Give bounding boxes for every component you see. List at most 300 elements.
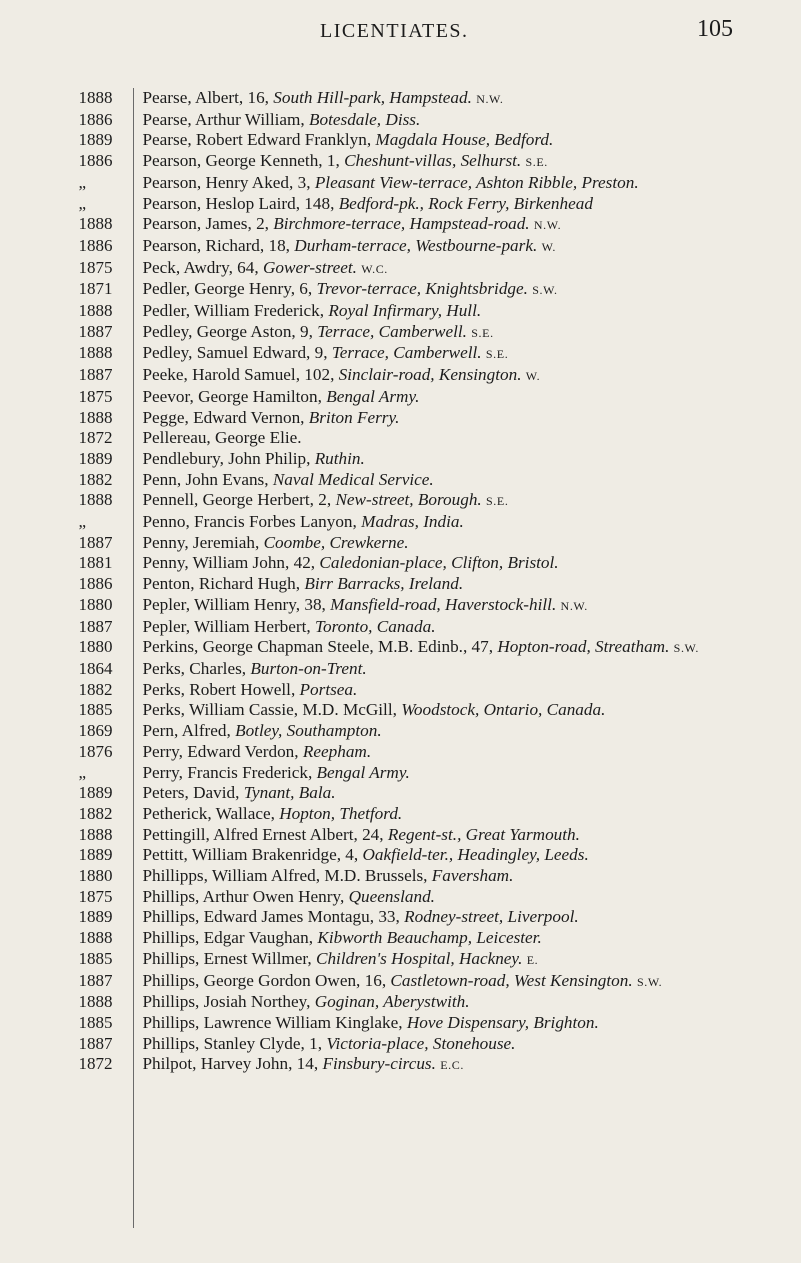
entry-year-text: 1888 [78,490,113,510]
entry-address: Reepham. [302,741,372,761]
entry-address: Botley, Southampton. [235,721,382,741]
entry-year-text: 1885 [78,948,113,968]
entry-year [0,825,122,846]
entry-name: Penny, Jeremiah, [142,532,264,552]
entry-text [142,659,801,680]
entry-text [142,928,801,949]
list-item [0,574,801,595]
entry-year [0,783,122,804]
list-item [0,130,801,151]
entry-district: E. [526,952,539,967]
entry-year-text: 1882 [78,679,113,699]
entry-address: Terrace, Camberwell. [317,321,467,341]
entry-year-text: 1888 [78,992,113,1012]
entry-text [142,804,801,825]
entry-year-text: 1888 [78,301,113,321]
list-item [0,408,801,429]
entry-name: Perks, Charles, [142,658,251,678]
entry-address: Royal Infirmary, Hull. [328,301,482,321]
entry-address: Goginan, Aberystwith. [314,992,470,1012]
entry-year [0,365,122,386]
entry-name: Pellereau, George Elie. [142,428,302,448]
list-item [0,1013,801,1034]
list-item [0,343,801,365]
entry-name: Peck, Awdry, 64, [142,257,263,277]
entry-year [0,553,122,574]
entry-year-text: 1882 [78,469,113,489]
entry-name: Pedler, William Frederick, [142,301,329,321]
entry-text [142,194,801,215]
entry-address: Pleasant View-terrace, Ashton Ribble, Preston. [314,172,639,192]
entry-name: Philpot, Harvey John, 14, [142,1054,323,1074]
entry-name: Penno, Francis Forbes Lanyon, [142,512,362,532]
entry-name: Pedley, Samuel Edward, 9, [142,343,332,363]
list-item [0,279,801,301]
entry-district: S.E. [485,347,509,362]
entry-year [0,1013,122,1034]
entry-year [0,804,122,825]
list-item [0,449,801,470]
list-item [0,907,801,928]
entry-text [142,428,801,449]
entry-year [0,742,122,763]
entry-year [0,322,122,343]
entry-year [0,907,122,928]
entry-year [0,763,122,784]
entry-text [142,825,801,846]
entry-year [0,258,122,279]
entry-text [142,258,801,280]
list-item [0,680,801,701]
entry-year-text: 1885 [78,1012,113,1032]
list-item [0,992,801,1013]
entry-year-text: 1887 [78,365,113,385]
entry-year [0,971,122,992]
licentiate-list [0,88,801,1076]
entry-name: Pennell, George Herbert, 2, [142,490,336,510]
entry-text [142,533,801,554]
list-item [0,700,801,721]
entry-year-text: 1888 [78,407,113,427]
entry-name: Peters, David, [142,783,244,803]
entry-district: S.E. [486,494,509,509]
entry-year-text: 1886 [78,235,113,255]
entry-year [0,1034,122,1055]
entry-year [0,928,122,949]
entry-address: Botesdale, Diss. [309,109,421,129]
entry-address: Coombe, Crewkerne. [263,532,409,552]
running-title: LICENTIATES. [320,20,469,42]
entry-text [142,783,801,804]
entry-year [0,214,122,235]
entry-year-text: 1885 [78,700,113,720]
entry-text [142,1034,801,1055]
entry-name: Perry, Edward Verdon, [142,741,303,761]
entry-address: South Hill-park, Hampstead. [273,88,472,107]
entry-district: N.W. [476,92,504,106]
list-item [0,470,801,491]
entry-year-text: 1864 [78,658,113,678]
entry-year [0,194,122,215]
entry-name: Pegge, Edward Vernon, [142,407,309,427]
entry-district: S.E. [471,325,494,340]
list-item [0,387,801,408]
entry-name: Pettingill, Alfred Ernest Albert, 24, [142,824,388,844]
entry-name: Penton, Richard Hugh, [142,574,305,594]
list-item [0,825,801,846]
entry-address: Bengal Army. [316,762,410,782]
entry-year-text: 1889 [78,448,113,468]
list-item [0,845,801,866]
entry-year-text: 1888 [78,88,113,107]
entry-year-text: 1889 [78,907,113,927]
list-item [0,1054,801,1076]
list-item [0,258,801,280]
entry-name: Perks, William Cassie, M.D. McGill, [142,700,402,720]
entry-name: Phillips, George Gordon Owen, 16, [142,970,391,990]
entry-address: Bengal Army. [326,386,420,406]
entry-year [0,887,122,908]
entry-district: S.E. [525,155,548,170]
entry-year-text: 1871 [78,279,113,299]
entry-address: Durham-terrace, Westbourne-park. [294,235,538,255]
entry-text [142,721,801,742]
entry-text [142,617,801,638]
entry-text [142,553,801,574]
entry-text [142,1054,801,1076]
entry-year-text: 1872 [78,1054,113,1074]
entry-name: Phillips, Edward James Montagu, 33, [142,907,405,927]
entry-year [0,992,122,1013]
entry-text [142,236,801,258]
entry-year [0,236,122,257]
entry-name: Pedler, George Henry, 6, [142,279,317,299]
list-item [0,659,801,680]
entry-year-text: 1880 [78,866,113,886]
entry-year-text: 1889 [78,845,113,865]
entry-year [0,595,122,616]
entry-address: Hopton, Thetford. [279,803,403,823]
entry-text [142,992,801,1013]
entry-year-text: 1887 [78,532,113,552]
entry-name: Pearse, Albert, 16, [142,88,274,107]
entry-name: Peevor, George Hamilton, [142,386,327,406]
list-item [0,88,801,110]
entry-year-text: 1887 [78,616,113,636]
entry-address: Finsbury-circus. [322,1054,436,1074]
entry-district: S.W. [532,283,558,298]
entry-year-text: 1887 [78,1033,113,1053]
list-item [0,763,801,784]
entry-year [0,617,122,638]
entry-name: Phillips, Josiah Northey, [142,992,315,1012]
entry-year [0,130,122,151]
entry-year-text: 1886 [78,574,113,594]
entry-name: Peeke, Harold Samuel, 102, [142,365,339,385]
entry-text [142,151,801,173]
entry-name: Penny, William John, 42, [142,553,320,573]
entry-address: Woodstock, Ontario, Canada. [401,700,606,720]
entry-year-text: 1872 [78,428,113,448]
list-item [0,595,801,617]
entry-year-text: 1886 [78,151,113,171]
entry-district: S.W. [636,974,663,989]
entry-text [142,637,801,659]
entry-text [142,866,801,887]
entry-name: Perks, Robert Howell, [142,679,300,699]
entry-name: Phillips, Stanley Clyde, 1, [142,1033,327,1053]
entry-year-text: 1875 [78,257,113,277]
list-item [0,428,801,449]
entry-address: Caledonian-place, Clifton, Bristol. [319,553,559,573]
entry-address: Magdala House, Bedford. [375,130,554,150]
entry-name: Pedley, George Aston, 9, [142,321,318,341]
list-item [0,617,801,638]
entry-district: N.W. [533,218,562,233]
entry-address: Castletown-road, West Kensington. [390,970,633,990]
entry-year-text: 1889 [78,783,113,803]
list-item [0,110,801,131]
entry-year [0,1054,122,1075]
list-item [0,322,801,344]
entry-address: Hove Dispensary, Brighton. [406,1012,599,1032]
entry-district: W. [525,369,541,384]
entry-text [142,449,801,470]
entry-district: E.C. [440,1058,464,1073]
entry-district: N.W. [560,598,588,613]
entry-text [142,1013,801,1034]
entry-address: Children's Hospital, Hackney. [316,948,523,968]
entry-district: S.W. [673,641,699,656]
entry-year-text: 1881 [78,553,113,573]
entry-year [0,449,122,470]
entry-year-text: „ [78,172,87,192]
entry-address: Mansfield-road, Haverstock-hill. [330,594,557,614]
entry-year [0,574,122,595]
entry-name: Pearse, Robert Edward Franklyn, [142,130,376,150]
entry-district: W. [541,239,556,254]
list-item [0,301,801,322]
entry-year [0,110,122,131]
entry-name: Pearson, Henry Aked, 3, [142,172,315,192]
entry-text [142,971,801,993]
entry-year-text: 1888 [78,343,113,363]
entry-address: Kibworth Beauchamp, Leicester. [317,928,542,948]
entry-address: Burton-on-Trent. [250,658,367,678]
list-item [0,742,801,763]
entry-text [142,490,801,512]
entry-address: New-street, Borough. [335,490,482,510]
entry-name: Pepler, William Herbert, [142,616,315,636]
entry-year [0,428,122,449]
entry-text [142,595,801,617]
entry-district: W.C. [361,261,388,276]
entry-name: Perkins, George Chapman Steele, M.B. Edinb., 47, [142,637,498,657]
entry-address: Naval Medical Service. [272,469,434,489]
entry-year-text: 1889 [78,130,113,150]
entry-year [0,301,122,322]
entry-address: Regent-st., Great Yarmouth. [387,824,580,844]
list-item [0,236,801,258]
entry-text [142,907,801,928]
list-item [0,553,801,574]
entry-year-text: 1875 [78,886,113,906]
list-item [0,637,801,659]
entry-address: Gower-street. [262,257,357,277]
entry-address: Toronto, Canada. [315,616,436,636]
page-header [0,16,801,50]
entry-address: Sinclair-road, Kensington. [338,365,522,385]
entry-year [0,173,122,194]
entry-name: Penn, John Evans, [142,469,273,489]
entry-name: Pern, Alfred, [142,721,236,741]
entry-name: Perry, Francis Frederick, [142,762,317,782]
list-item [0,151,801,173]
entry-text [142,742,801,763]
entry-year [0,343,122,364]
entry-year-text: 1888 [78,928,113,948]
entry-text [142,763,801,784]
entry-address: Tynant, Bala. [243,783,336,803]
list-item [0,783,801,804]
entry-text [142,88,801,110]
entry-year-text: 1876 [78,741,113,761]
entry-text [142,887,801,908]
page-number: 105 [697,16,733,42]
list-item [0,804,801,825]
entry-year [0,151,122,172]
entry-text [142,214,801,236]
list-item [0,173,801,194]
entry-address: Trevor-terrace, Knightsbridge. [316,279,528,299]
entry-year-text: 1880 [78,637,113,657]
entry-address: Birchmore-terrace, Hampstead-road. [273,214,530,234]
entry-address: Hopton-road, Streatham. [497,637,670,657]
entry-text [142,408,801,429]
entry-text [142,680,801,701]
entry-year [0,387,122,408]
entry-text [142,343,801,365]
entry-address: Victoria-place, Stonehouse. [326,1033,516,1053]
entry-name: Pearson, George Kenneth, 1, [142,151,345,171]
entry-year [0,637,122,658]
entry-text [142,512,801,533]
entry-year-text: 1887 [78,321,113,341]
entry-name: Phillips, Lawrence William Kinglake, [142,1012,407,1032]
entry-text [142,574,801,595]
entry-year [0,659,122,680]
list-item [0,887,801,908]
entry-text [142,845,801,866]
entry-year-text: 1880 [78,594,113,614]
entry-year-text: 1882 [78,803,113,823]
entry-name: Pearson, Heslop Laird, 148, [142,193,339,213]
entry-text [142,949,801,971]
entry-year [0,866,122,887]
entry-text [142,110,801,131]
entry-address: Cheshunt-villas, Selhurst. [344,151,522,171]
entry-name: Phillips, Ernest Willmer, [142,948,316,968]
entry-year-text: 1869 [78,721,113,741]
entry-address: Bedford-pk., Rock Ferry, Birkenhead [338,193,593,213]
entry-text [142,130,801,151]
entry-text [142,301,801,322]
entry-year [0,721,122,742]
list-item [0,1034,801,1055]
entry-year [0,680,122,701]
entry-year [0,490,122,511]
list-item [0,971,801,993]
entry-year [0,949,122,970]
entry-name: Phillips, Arthur Owen Henry, [142,886,349,906]
entry-address: Briton Ferry. [308,407,400,427]
entry-year [0,279,122,300]
entry-name: Pearson, James, 2, [142,214,274,234]
entry-year [0,88,122,109]
entry-year [0,408,122,429]
list-item [0,365,801,387]
list-item [0,194,801,215]
entry-name: Phillipps, William Alfred, M.D. Brussels, [142,866,432,886]
entry-text [142,387,801,408]
entry-year-text: 1886 [78,109,113,129]
entry-name: Petherick, Wallace, [142,803,280,823]
list-item [0,949,801,971]
entry-address: Terrace, Camberwell. [331,343,482,363]
entry-text [142,279,801,301]
entry-address: Ruthin. [314,448,365,468]
entry-name: Pepler, William Henry, 38, [142,594,331,614]
list-item [0,512,801,533]
list-item [0,533,801,554]
entry-text [142,700,801,721]
entry-year-text: „ [78,512,87,532]
entry-year-text: 1888 [78,824,113,844]
entry-address: Madras, India. [361,512,464,532]
entry-name: Pettitt, William Brakenridge, 4, [142,845,363,865]
list-item [0,490,801,512]
entry-address: Queensland. [348,886,435,906]
list-item [0,866,801,887]
entry-text [142,470,801,491]
entry-year [0,700,122,721]
list-item [0,214,801,236]
entry-address: Faversham. [431,866,514,886]
entry-name: Pendlebury, John Philip, [142,448,315,468]
entry-address: Oakfield-ter., Headingley, Leeds. [362,845,589,865]
entry-year [0,512,122,533]
entry-year [0,845,122,866]
entry-name: Pearson, Richard, 18, [142,235,295,255]
entry-year-text: 1888 [78,214,113,234]
entry-year [0,470,122,491]
entry-text [142,365,801,387]
list-item [0,721,801,742]
entry-year-text: „ [78,193,87,213]
entry-name: Phillips, Edgar Vaughan, [142,928,318,948]
entry-name: Pearse, Arthur William, [142,109,310,129]
entry-address: Rodney-street, Liverpool. [404,907,579,927]
entry-address: Birr Barracks, Ireland. [304,574,464,594]
entry-year [0,533,122,554]
list-item [0,928,801,949]
entry-year-text: 1887 [78,970,113,990]
entry-year-text: „ [78,762,87,782]
entry-address: Portsea. [299,679,358,699]
entry-text [142,322,801,344]
entry-year-text: 1875 [78,386,113,406]
entry-text [142,173,801,194]
